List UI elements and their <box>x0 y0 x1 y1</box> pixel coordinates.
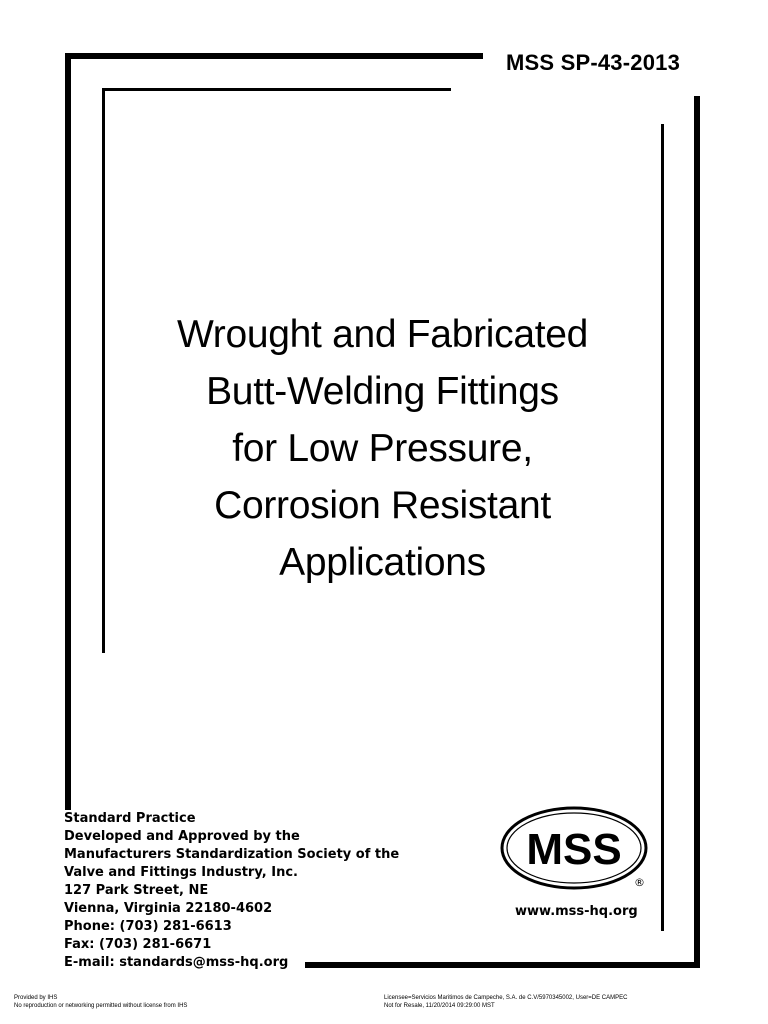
footer-line: Not for Resale, 11/20/2014 09:29:00 MST <box>384 1003 495 1009</box>
phone-number: Phone: (703) 281-6613 <box>64 919 232 934</box>
footer-line: Provided by IHS <box>14 995 58 1001</box>
frame-inner-right <box>661 124 664 931</box>
title-line: Wrought and Fabricated <box>176 313 589 356</box>
approval-line: Developed and Approved by the <box>64 829 300 844</box>
standard-number: MSS SP-43-2013 <box>506 50 680 75</box>
mss-logo <box>500 806 648 890</box>
frame-outer-top <box>65 53 483 59</box>
frame-outer-right <box>694 96 700 968</box>
title-line: Butt-Welding Fittings <box>206 370 559 413</box>
document-type: Standard Practice <box>64 811 196 826</box>
email-address: E-mail: standards@mss-hq.org <box>64 955 289 970</box>
footer-line: No reproduction or networking permitted without license from IHS <box>14 1003 188 1009</box>
street-address: 127 Park Street, NE <box>64 883 209 898</box>
footer-line: Licensee=Servicios Maritimos de Campeche, S.A. de C.V/5970345002, User=DE CAMPEC <box>384 995 628 1001</box>
frame-inner-left <box>102 88 105 653</box>
frame-outer-left <box>65 53 71 810</box>
title-line: for Low Pressure, <box>232 427 533 470</box>
city-address: Vienna, Virginia 22180-4602 <box>64 901 273 916</box>
footer-provider <box>14 994 187 1010</box>
frame-inner-top <box>102 88 451 91</box>
organization-name-cont: Valve and Fittings Industry, Inc. <box>64 865 298 880</box>
footer-license <box>384 994 627 1010</box>
title-line: Corrosion Resistant <box>214 484 551 527</box>
title-line: Applications <box>279 541 486 584</box>
document-title <box>110 306 655 591</box>
website-link: www.mss-hq.org <box>515 904 638 919</box>
fax-number: Fax: (703) 281-6671 <box>64 937 212 952</box>
organization-name: Manufacturers Standardization Society of the <box>64 847 400 862</box>
registered-mark: ® <box>634 876 645 889</box>
publisher-info <box>64 810 399 972</box>
logo-text: MSS <box>526 825 622 874</box>
